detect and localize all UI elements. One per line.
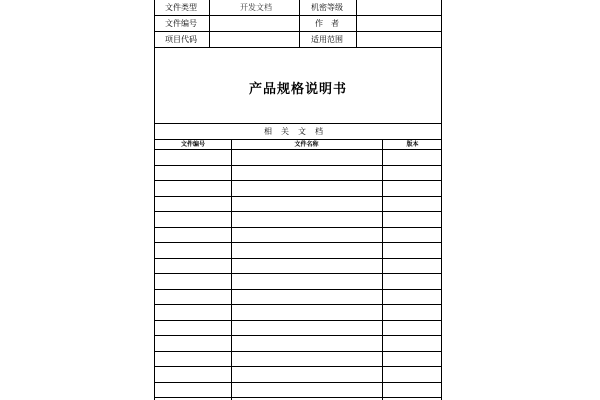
- doc-type-value[interactable]: 开发文档: [240, 3, 272, 12]
- cell-doc-no[interactable]: [155, 290, 231, 305]
- table-row: [155, 150, 441, 166]
- cell-doc-no[interactable]: [155, 321, 231, 336]
- cell-doc-no[interactable]: [155, 367, 231, 382]
- cell-doc-no[interactable]: [155, 181, 231, 196]
- project-code-label: 项目代码: [165, 35, 197, 44]
- cell-version[interactable]: [382, 150, 443, 165]
- table-row: [155, 212, 441, 228]
- cell-doc-name[interactable]: [231, 228, 382, 243]
- cell-doc-no[interactable]: [155, 305, 231, 320]
- cell-doc-no[interactable]: [155, 383, 231, 398]
- cell-version[interactable]: [382, 243, 443, 258]
- table-row: [155, 290, 441, 306]
- cell-doc-no[interactable]: [155, 212, 231, 227]
- cell-version[interactable]: [382, 259, 443, 274]
- table-row: [155, 383, 441, 399]
- table-row: [155, 228, 441, 244]
- cell-doc-name[interactable]: [231, 212, 382, 227]
- cell-doc-name[interactable]: [231, 181, 382, 196]
- info-divider-1: [209, 0, 210, 48]
- scope-value[interactable]: [357, 32, 441, 47]
- cell-doc-no[interactable]: [155, 243, 231, 258]
- cell-doc-name[interactable]: [231, 243, 382, 258]
- doc-type-label: 文件类型: [165, 3, 197, 12]
- cell-version[interactable]: [382, 336, 443, 351]
- cell-doc-name[interactable]: [231, 305, 382, 320]
- author-value[interactable]: [357, 16, 441, 31]
- cell-doc-no[interactable]: [155, 274, 231, 289]
- cell-version[interactable]: [382, 352, 443, 367]
- table-row: [155, 181, 441, 197]
- table-row: [155, 259, 441, 275]
- title-box: [155, 48, 441, 124]
- cell-doc-no[interactable]: [155, 352, 231, 367]
- table-row: [155, 166, 441, 182]
- cell-doc-name[interactable]: [231, 321, 382, 336]
- table-row: [155, 197, 441, 213]
- cell-doc-no[interactable]: [155, 259, 231, 274]
- related-docs-title: 相关文档: [155, 124, 441, 140]
- cell-doc-name[interactable]: [231, 352, 382, 367]
- table-row: [155, 305, 441, 321]
- table-row: [155, 336, 441, 352]
- document-sheet: [154, 0, 442, 400]
- cell-doc-name[interactable]: [231, 259, 382, 274]
- doc-no-label: 文件编号: [165, 19, 197, 28]
- cell-doc-name[interactable]: [231, 336, 382, 351]
- cell-doc-no[interactable]: [155, 150, 231, 165]
- cell-version[interactable]: [382, 383, 443, 398]
- table-row: [155, 367, 441, 383]
- cell-doc-no[interactable]: [155, 166, 231, 181]
- info-divider-3: [356, 0, 357, 48]
- cell-version[interactable]: [382, 305, 443, 320]
- cell-doc-no[interactable]: [155, 336, 231, 351]
- cell-doc-name[interactable]: [231, 290, 382, 305]
- col-header-doc-no: 文件编号: [180, 141, 205, 148]
- cell-version[interactable]: [382, 181, 443, 196]
- security-value[interactable]: [357, 0, 441, 15]
- doc-no-value[interactable]: [211, 16, 301, 31]
- cell-version[interactable]: [382, 166, 443, 181]
- table-row: [155, 352, 441, 368]
- cell-version[interactable]: [382, 228, 443, 243]
- cell-version[interactable]: [382, 290, 443, 305]
- cell-doc-no[interactable]: [155, 197, 231, 212]
- cell-doc-name[interactable]: [231, 150, 382, 165]
- cell-version[interactable]: [382, 197, 443, 212]
- cell-doc-name[interactable]: [231, 383, 382, 398]
- cell-version[interactable]: [382, 367, 443, 382]
- author-label: 作 者: [315, 19, 339, 28]
- scope-label: 适用范围: [311, 35, 343, 44]
- col-header-version: 版本: [406, 141, 419, 148]
- cell-doc-name[interactable]: [231, 274, 382, 289]
- cell-version[interactable]: [382, 321, 443, 336]
- info-row-doc-no: [155, 16, 441, 32]
- table-row: [155, 243, 441, 259]
- related-docs-header: [155, 140, 441, 150]
- project-code-value[interactable]: [211, 32, 301, 47]
- info-divider-2: [299, 0, 300, 48]
- document-title: 产品规格说明书: [248, 82, 347, 97]
- info-row-project-code: [155, 32, 441, 48]
- table-row: [155, 321, 441, 337]
- col-header-doc-name: 文件名称: [294, 141, 319, 148]
- cell-doc-no[interactable]: [155, 228, 231, 243]
- cell-version[interactable]: [382, 212, 443, 227]
- security-label: 机密等级: [311, 3, 343, 12]
- table-row: [155, 274, 441, 290]
- cell-doc-name[interactable]: [231, 166, 382, 181]
- cell-doc-name[interactable]: [231, 197, 382, 212]
- info-row-doc-type: [155, 0, 441, 16]
- cell-doc-name[interactable]: [231, 367, 382, 382]
- cell-version[interactable]: [382, 274, 443, 289]
